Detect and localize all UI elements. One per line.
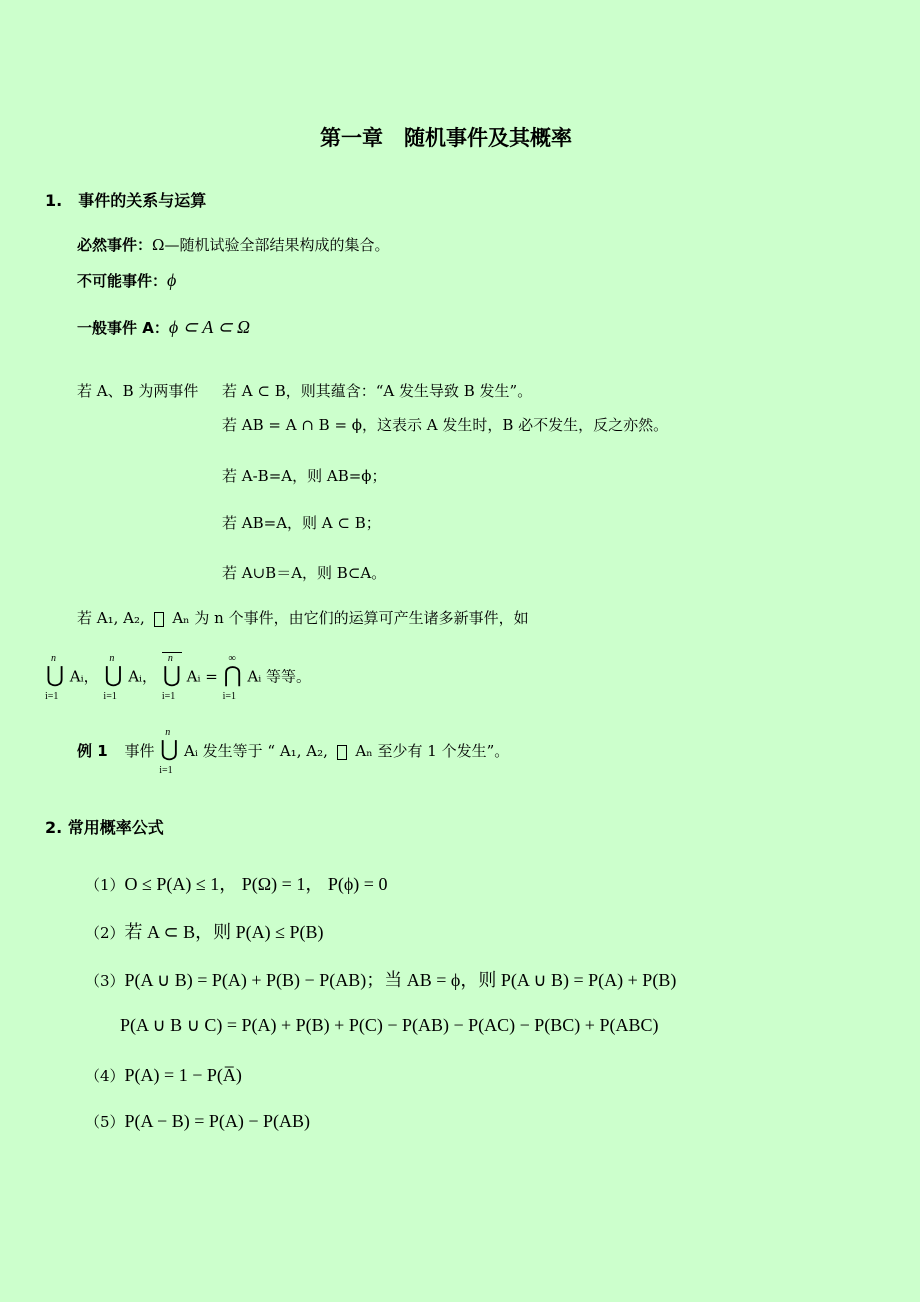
general-event-line [77, 317, 250, 338]
example-part-b: Aᵢ 发生等于 “ A₁, A₂, [184, 742, 328, 760]
formula-1: O ≤ P(A) ≤ 1， P(Ω) = 1， P(ϕ) = 0 [124, 874, 388, 894]
formula-3: P(A ∪ B) = P(A) + P(B) − P(AB)；当 AB = ϕ，则 P(A ∪ B) = P(A) + P(B) [124, 970, 677, 990]
example-part-c: Aₙ 至少有 1 个发生”。 [355, 742, 510, 760]
formula-3b: P(A ∪ B ∪ C) = P(A) + P(B) + P(C) − P(AB) − P(AC) − P(BC) + P(ABC) [120, 1015, 659, 1035]
example-union-operator: n ⋃ i=1 [159, 727, 179, 776]
certain-event-line [77, 234, 389, 255]
page-title: 第一章 随机事件及其概率 [320, 126, 572, 150]
n-events-line [77, 607, 529, 628]
formula-1-number: （1） [85, 876, 125, 894]
section-heading-1: 1. 事件的关系与运算 [45, 191, 207, 210]
relation-2: 若 AB = A ∩ B = ϕ，这表示 A 发生时，B 必不发生，反之亦然。 [222, 416, 669, 434]
formula-5-number: （5） [85, 1113, 125, 1131]
relation-intro: 若 A、B 为两事件 [77, 382, 199, 400]
relation-3: 若 A-B=A，则 AB=ϕ； [222, 467, 387, 485]
general-event-label: 一般事件 A： [77, 319, 169, 337]
relation-5: 若 A∪B＝A，则 B⊂A。 [222, 564, 387, 582]
union-operator-1: n ⋃ i=1 [45, 652, 65, 702]
ellipsis-box-icon [154, 612, 164, 627]
union-operator-3: n ⋃ i=1 [161, 653, 181, 702]
formula-4: P(A) = 1 − P(A̅) [124, 1065, 242, 1085]
formula-2-number: （2） [85, 924, 125, 942]
operations-term-3: Aᵢ = [186, 667, 218, 686]
formula-5: P(A − B) = P(A) − P(AB) [124, 1111, 311, 1131]
formula-4-number: （4） [85, 1067, 125, 1085]
formula-4-line [85, 1065, 242, 1086]
n-events-part-a: 若 A₁, A₂, [77, 609, 145, 627]
impossible-event-label: 不可能事件： [77, 272, 168, 290]
operations-line [45, 652, 311, 703]
certain-event-text: Ω—随机试验全部结果构成的集合。 [152, 236, 390, 254]
relation-4: 若 AB=A，则 A ⊂ B； [222, 514, 381, 532]
operations-term-1: Aᵢ， [69, 667, 99, 686]
ellipsis-box-icon [337, 745, 347, 760]
example-label: 例 1 [77, 742, 108, 760]
formula-3-number: （3） [85, 972, 125, 990]
formula-2-line [85, 918, 324, 944]
certain-event-label: 必然事件： [77, 236, 153, 254]
formula-5-line [85, 1111, 310, 1132]
impossible-event-line [77, 270, 176, 291]
operations-term-4: Aᵢ 等等。 [247, 667, 311, 686]
relation-1: 若 A ⊂ B，则其蕴含：“A 发生导致 B 发生”。 [222, 382, 533, 400]
union-operator-2: n ⋃ i=1 [103, 652, 123, 702]
example-line [77, 727, 509, 777]
formula-2: 若 A ⊂ B，则 P(A) ≤ P(B) [124, 922, 324, 942]
n-events-part-b: Aₙ 为 n 个事件，由它们的运算可产生诸多新事件，如 [172, 609, 529, 627]
impossible-event-text: ϕ [167, 270, 177, 290]
operations-term-2: Aᵢ， [128, 667, 158, 686]
intersection-operator: ∞ ⋂ i=1 [222, 652, 242, 702]
example-part-a: 事件 [124, 742, 155, 760]
general-event-text: ϕ ⊂ A ⊂ Ω [168, 317, 251, 337]
formula-1-line [85, 870, 387, 896]
section-heading-2: 2. 常用概率公式 [45, 818, 164, 837]
formula-3-line [85, 966, 676, 992]
